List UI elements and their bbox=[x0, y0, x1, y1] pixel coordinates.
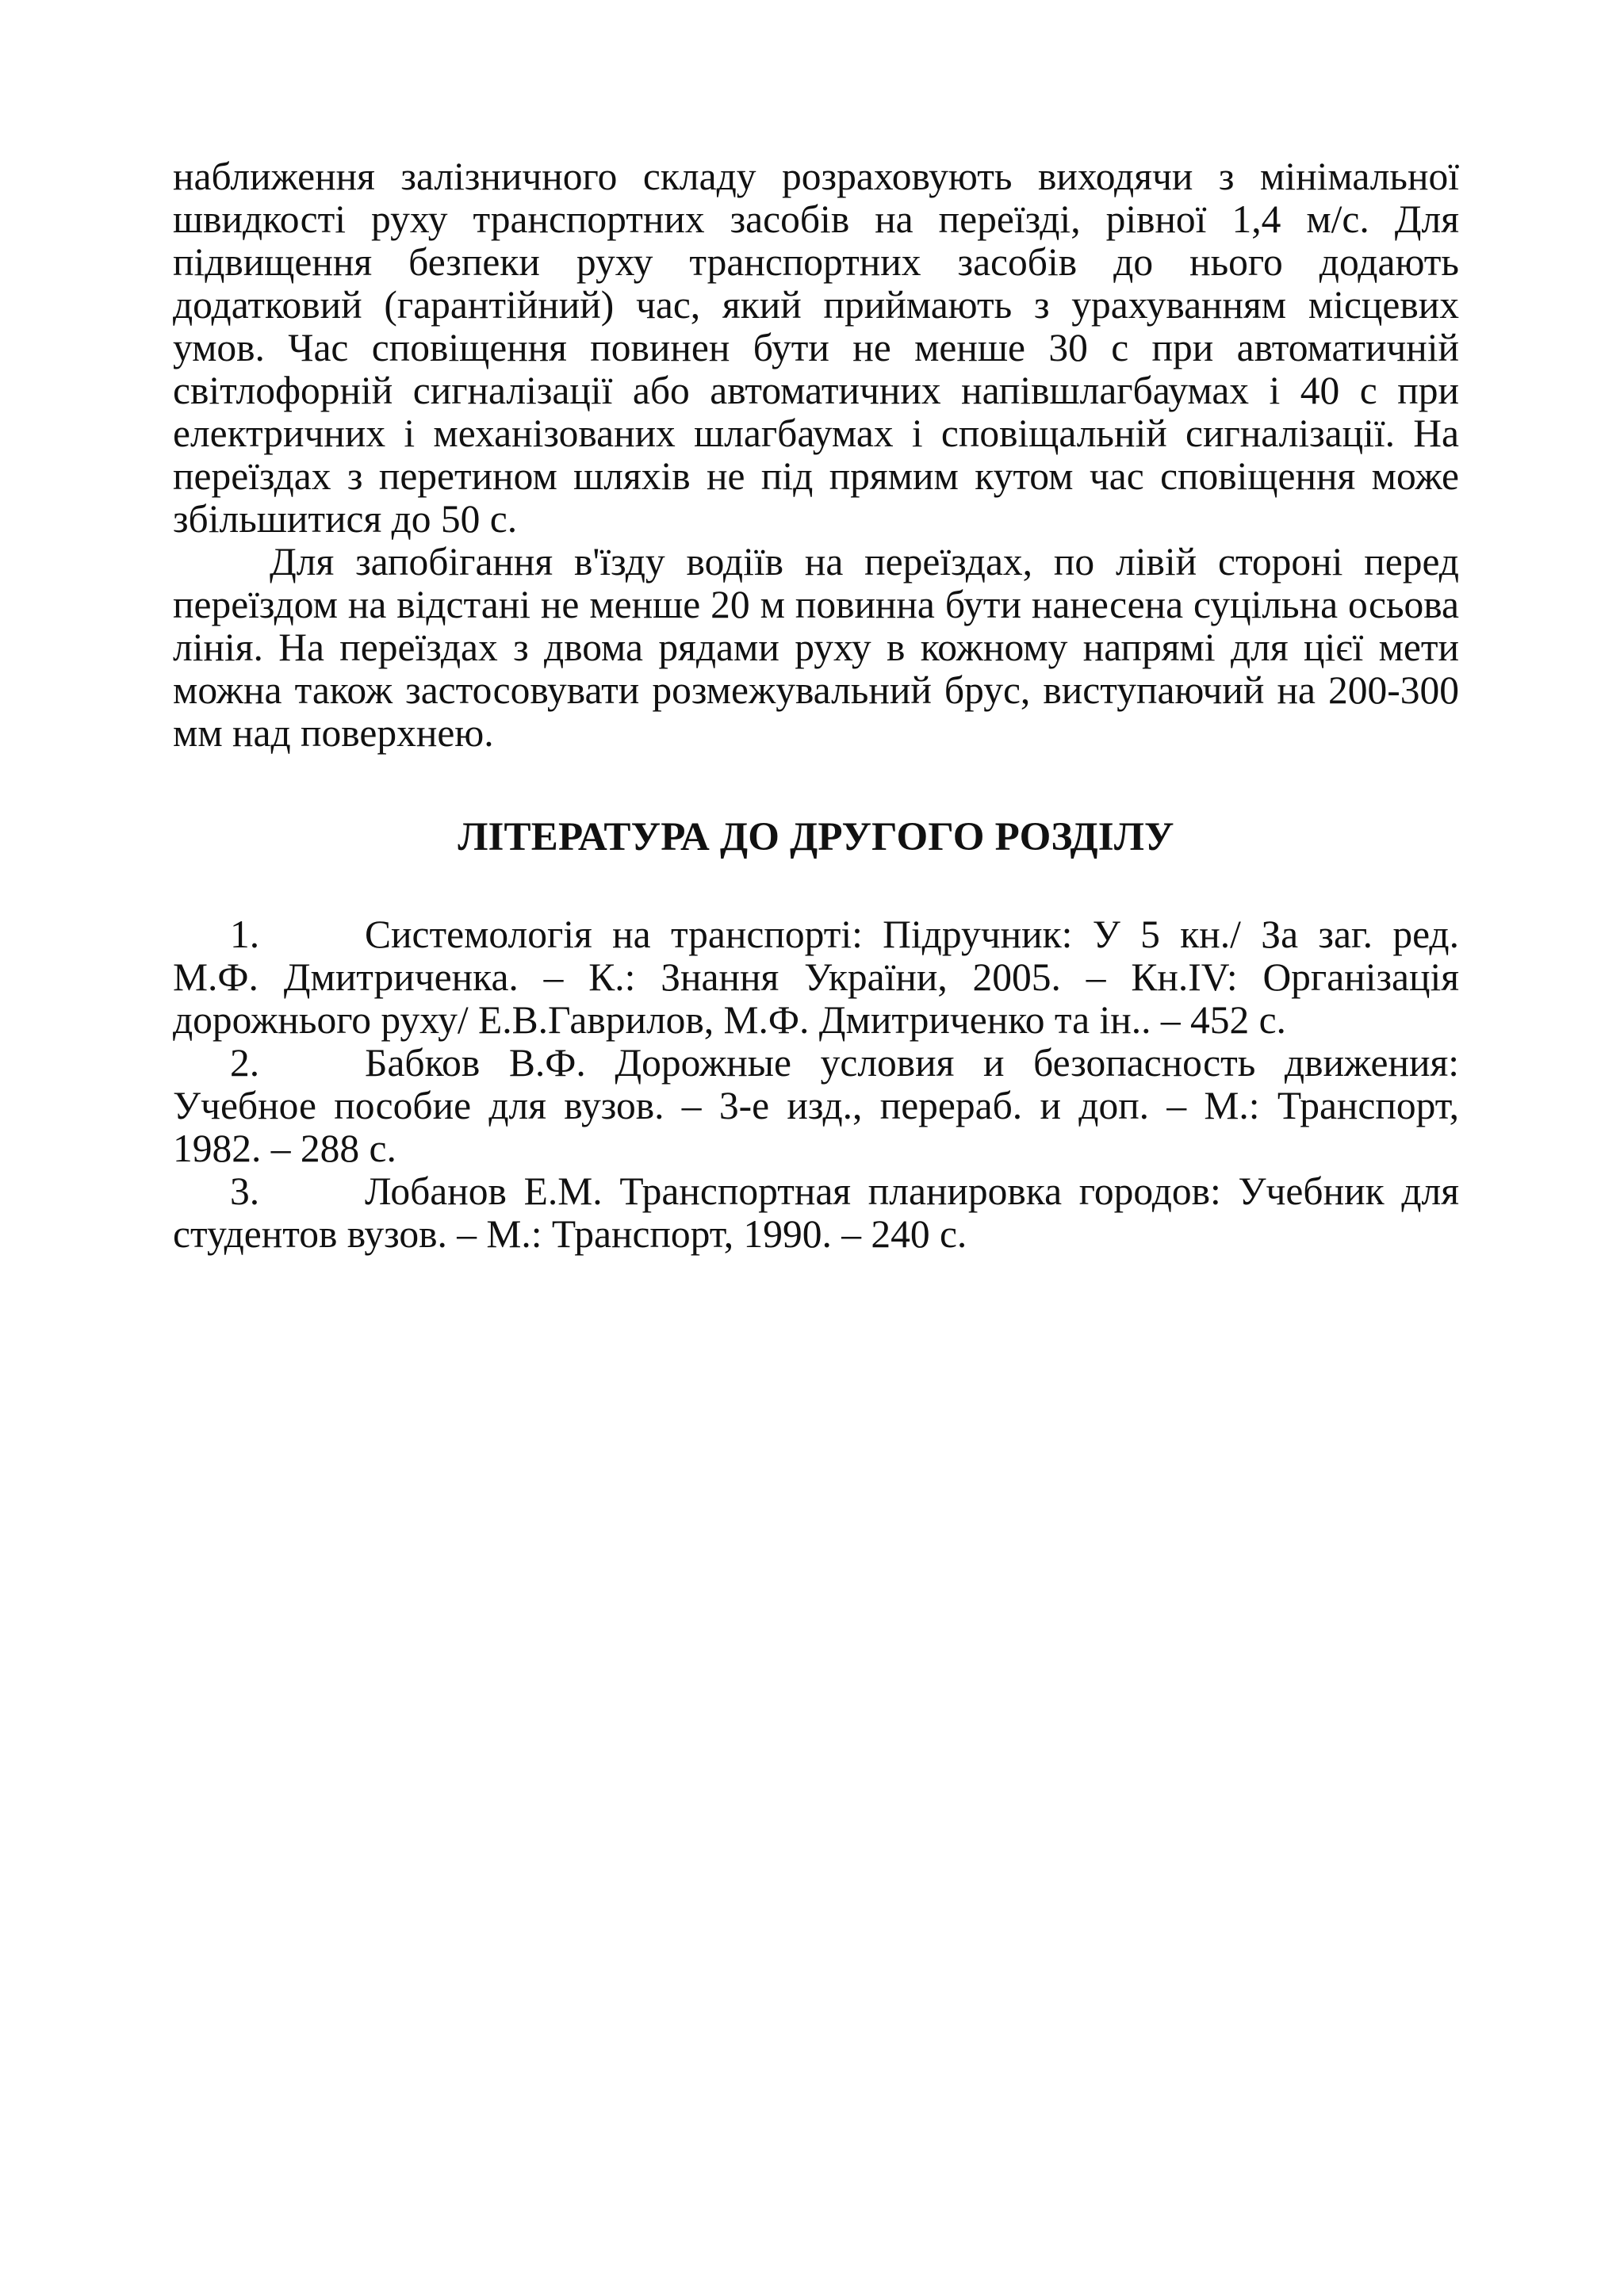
reference-text: Лобанов Е.М. Транспортная планировка городов: Учебник для студентов вузов. – М.: Транспорт, 1990. – 240 с. bbox=[173, 1169, 1459, 1256]
reference-number: 1. bbox=[230, 913, 260, 956]
reference-item bbox=[173, 913, 1459, 1042]
reference-number: 3. bbox=[230, 1169, 260, 1213]
reference-item bbox=[173, 1042, 1459, 1170]
body-paragraph-continued: наближення залізничного складу розраховують виходячи з мінімальної швидкості руху транспортних засобів на переїзді, рівної 1,4 м/с. Для підвищення безпеки руху транспортних засобів до нього додають додатковий (гарантійний) час, який приймають з урахуванням місцевих умов. Час сповіщення повинен бути не менше 30 с при автоматичній світлофорній сигналізації або автоматичних напівшлагбаумах і 40 с при електричних і механізованих шлагбаумах і сповіщальній сигналізації. На переїздах з перетином шляхів не під прямим кутом час сповіщення може збільшитися до 50 с. bbox=[173, 155, 1459, 541]
reference-list bbox=[173, 913, 1459, 1256]
document-page bbox=[173, 155, 1459, 1256]
reference-text: Бабков В.Ф. Дорожные условия и безопасность движения: Учебное пособие для вузов. – 3-е изд., перераб. и доп. – М.: Транспорт, 1982. – 288 с. bbox=[173, 1041, 1459, 1170]
reference-number: 2. bbox=[230, 1041, 260, 1085]
reference-text: Системологія на транспорті: Підручник: У 5 кн./ За заг. ред. М.Ф. Дмитриченка. – К.: Знання України, 2005. – Кн.IV: Організація дорожнього руху/ Е.В.Гаврилов, М.Ф. Дмитриченко та ін.. – 452 с. bbox=[173, 913, 1459, 1042]
body-paragraph-crossing-marking: Для запобігання в'їзду водіїв на переїздах, по лівій стороні перед переїздом на відстані не менше 20 м повинна бути нанесена суцільна осьова лінія. На переїздах з двома рядами руху в кожному напрямі для цієї мети можна також застосовувати розмежувальний брус, виступаючий на 200-300 мм над поверхнею. bbox=[173, 540, 1459, 755]
reference-item bbox=[173, 1170, 1459, 1256]
section-heading-literature: ЛІТЕРАТУРА ДО ДРУГОГО РОЗДІЛУ bbox=[458, 815, 1174, 859]
